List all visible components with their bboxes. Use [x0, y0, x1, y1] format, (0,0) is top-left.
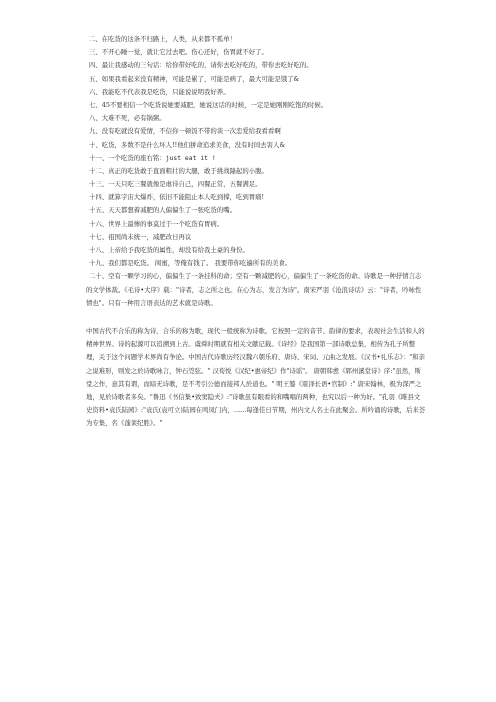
body-paragraph: 中国古代不合乐的称为诗，合乐的称为歌，现代一般统称为诗歌。它按照一定的音节、韵律的要求，表现社会生活和人的精神世界。诗的起源可以追溯到上古。虞舜时期就有相关文献记载。《诗经》是我国第一部诗歌总集，相传为孔子所整理，关于这个问题学术界尚有争论。中国古代诗歌历经汉魏六朝乐府、唐诗、宋词、元曲之发展。《汉书•礼乐志》："和亲之说难形，则发之於诗歌咏言，钟石筦弦。" 汉荀悦《汉纪•惠帝纪》作"诗谣"。 唐朝韩愈《郓州溪堂诗》序:"虽然，斯堂之作，意其有谓，而暗无诗歌，是不考引公德而接邦人於道也。" 明王鏊《震泽长语•官制》:" 唐宋翰林，极为深严之地，见於诗歌者多矣。"鲁迅《书信集•致窦隐夫》:"诗歌虽有眼看的和嘴唱的两种，也究以后一种为好。"孔羽《睢县文史资料•袁氏陆园》:"袁氏(袁可立)陆园在鸣凤门内，......每逢佳日节期，州内文人名士在此聚会。所吟诵的诗歌，后来荟为专集，名《蓬莱纪胜》。"	[86, 326, 426, 428]
list-item: 七、45不要相信一个吃货说她要减肥，她说这话的时候，一定是她刚刚吃饱的时候。	[89, 100, 328, 109]
list-item: 十二、真正的吃货敢于直面粗壮的大腿，敢于挑战隆起的小腹。	[89, 166, 268, 175]
list-item: 六、我能吃不代表我是吃货，只能说说明我好养。	[89, 87, 230, 96]
list-item: 二、在吃货的这条不归路上，人类，从来都不孤单！	[89, 35, 236, 43]
list-item: 八、大难不死，必有锅粥。	[89, 114, 166, 123]
list-item: 十七、祖国尚未统一，减肥改日再议	[89, 232, 192, 241]
paragraph-gap	[86, 310, 426, 325]
list-item: 十三、一天只吃三餐就像是虐待自己，四餐正常，五餐满足。	[89, 180, 262, 189]
list-item: 十九、我们都是吃货。 闺蜜，等俺有钱了。 我要带你吃遍所有的美食。	[89, 259, 292, 268]
list-item: 九、没有吃就没有爱情，不信你一顿饭不带的谈一次恋爱给我看看啊	[89, 127, 281, 136]
list-item-twenty: 二十、空有一颗学习的心，偏偏生了一条挂科的命；空有一颗减肥的心，偏偏生了一条吃货的命。诗歌是一种抒情言志的文学体裁。《毛诗•大序》载："诗者，志之所之也。在心为志，发言为诗"。南宋严羽《沧浪诗话》云："诗者，吟咏性情也"。只有一种用言语表达的艺术就是诗歌。	[86, 272, 422, 307]
list-item: 三、不开心睡一觉，就让它过去吧。伤心还好，伤胃就不好了。	[89, 48, 268, 57]
list-item: 四、最让我感动的三句话：给你带好吃的，请你去吃好吃的，带你去吃好吃的。	[89, 61, 313, 70]
list-item: 十六、世界上最惨的事莫过于一个吃货有胃病。	[89, 219, 224, 228]
document-page	[86, 33, 426, 431]
numbered-list	[86, 33, 426, 310]
list-item: 五、如果我看起来没有精神，可能是累了，可能是病了，最大可能是饿了&	[89, 74, 300, 83]
list-item: 十、吃货，多数不是什么坏人!!他们拼命追求美食，没有时间去害人&	[89, 140, 286, 149]
list-item: 十一、一个吃货的座右铭：just eat it !	[89, 153, 216, 162]
list-item: 十四、就算宇宙大爆炸，依旧不能阻止本人吃到撑，吃到胃痛!	[89, 193, 265, 202]
list-item: 十八、上帝给予我吃货的属性，却没有给我土豪的身份。	[89, 246, 249, 254]
list-item: 十五、天天都想着减肥的人偏偏生了一张吃货的嘴。	[89, 206, 236, 215]
